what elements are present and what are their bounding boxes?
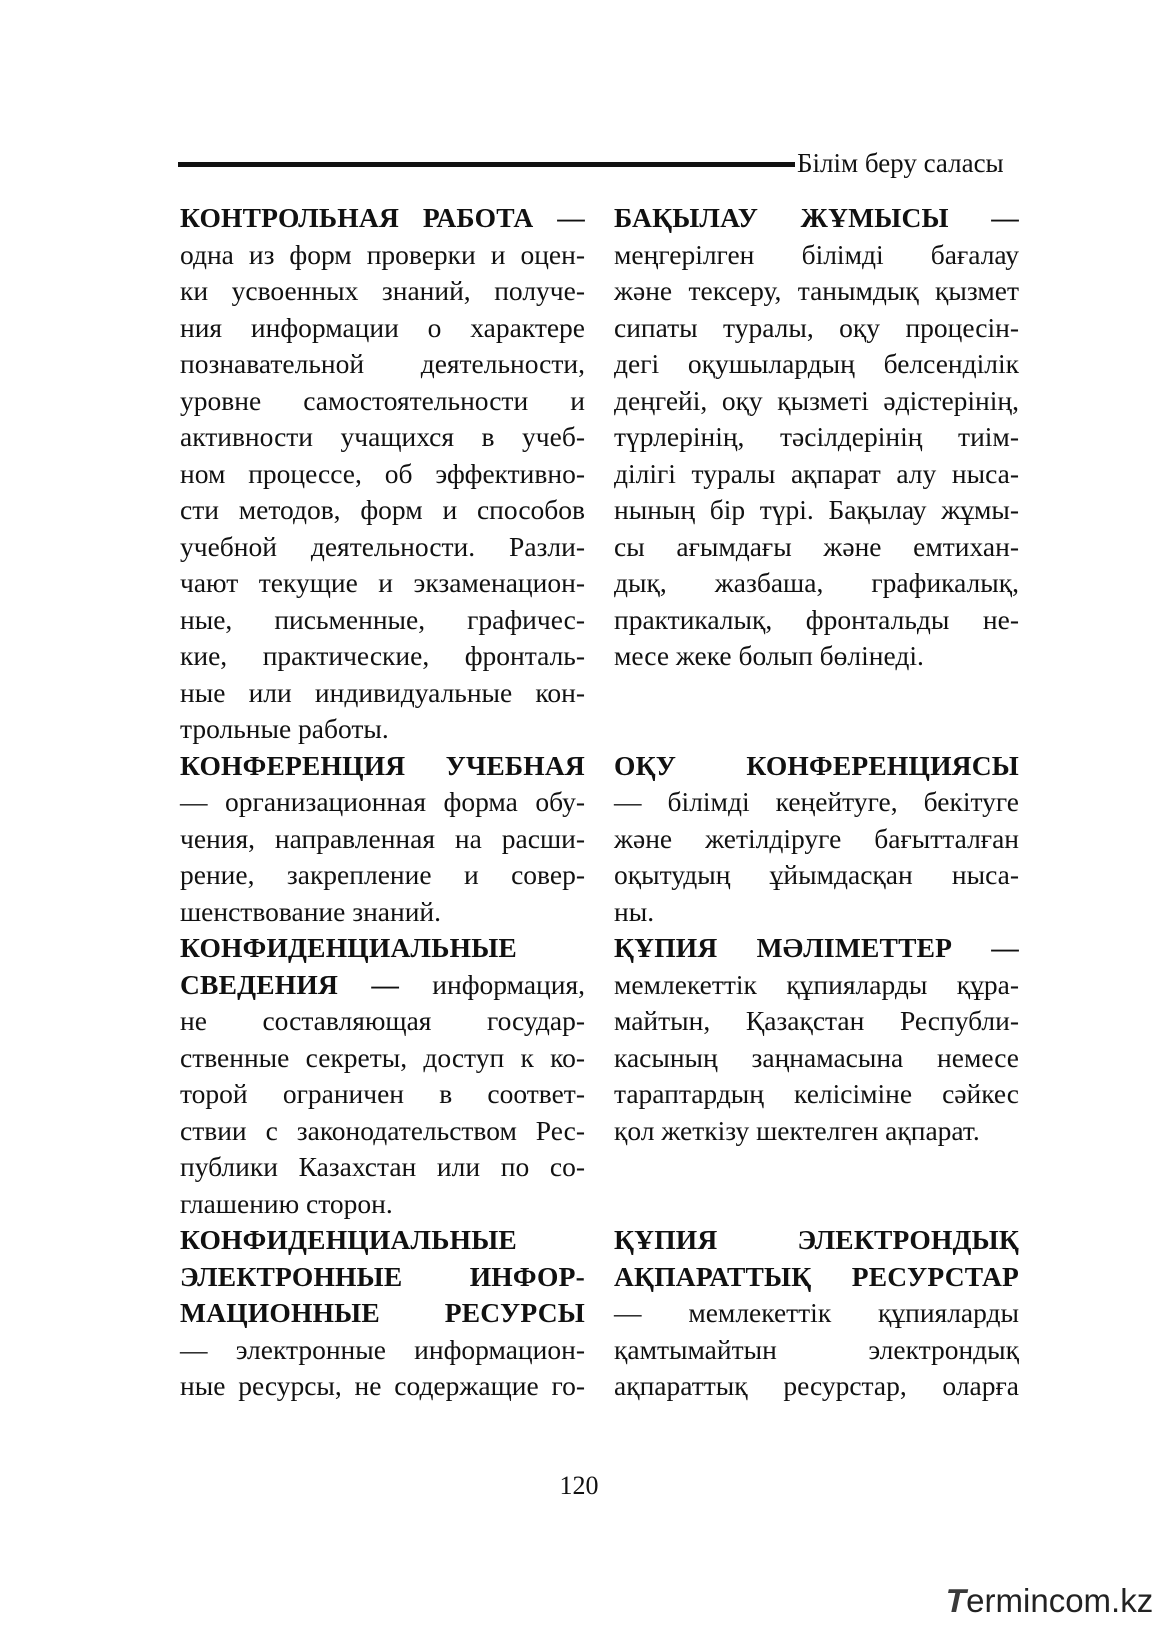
entry-bakylau-zhumysy bbox=[614, 200, 1019, 675]
entry-term: БАҚЫЛАУ ЖҰМЫСЫ — bbox=[614, 202, 1019, 233]
entry-konferentsiya-uchebnaya bbox=[180, 748, 585, 931]
entry-line: майтын, Қазақстан Республи- bbox=[614, 1005, 1019, 1036]
spacer bbox=[614, 675, 1019, 712]
entry-line: ные, письменные, графичес- bbox=[180, 603, 585, 635]
entry-line: тараптардың келісіміне сәйкес bbox=[614, 1078, 1019, 1109]
entry-term: ҚҰПИЯ ЭЛЕКТРОНДЫҚ bbox=[614, 1224, 1019, 1255]
entry-term: КОНФЕРЕНЦИЯ УЧЕБНАЯ bbox=[180, 749, 585, 781]
entry-line: чения, направленная на расши- bbox=[180, 822, 585, 854]
entry-line: практикалық, фронтальды не- bbox=[614, 603, 1019, 635]
entry-konfidentsialnye-svedeniya bbox=[180, 930, 585, 1222]
entry-line: кие, практические, фронталь- bbox=[180, 640, 585, 671]
page-number: 120 bbox=[559, 1471, 599, 1500]
entry-line: түрлерінің, тәсілдерінің тиім- bbox=[614, 421, 1019, 452]
entry-term: КОНТРОЛЬНАЯ РАБОТА — bbox=[180, 202, 585, 233]
entry-term: ЭЛЕКТРОННЫЕ ИНФОР- bbox=[180, 1260, 585, 1292]
watermark-logo bbox=[942, 1578, 1154, 1624]
entry-line: деңгейі, оқу қызметі әдістерінің, bbox=[614, 384, 1019, 416]
entry-kupiya-malimetter bbox=[614, 930, 1019, 1149]
entry-line: меңгерілген білімді бағалау bbox=[614, 238, 1019, 270]
entry-line: ния информации о характере bbox=[180, 311, 585, 343]
entry-kontrolnaya-rabota bbox=[180, 200, 585, 748]
entry-line: ные ресурсы, не содержащие го- bbox=[180, 1370, 585, 1401]
entry-line: дегі оқушылардың белсенділік bbox=[614, 348, 1019, 379]
entry-line: ные или индивидуальные кон- bbox=[180, 676, 585, 708]
entry-term: ОҚУ КОНФЕРЕНЦИЯСЫ bbox=[614, 749, 1019, 781]
entry-line: сти методов, форм и способов bbox=[180, 494, 585, 525]
entry-term: АҚПАРАТТЫҚ РЕСУРСТАР bbox=[614, 1260, 1019, 1292]
entry-line: трольные работы. bbox=[180, 713, 389, 744]
entry-line: публики Казахстан или по со- bbox=[180, 1151, 585, 1182]
right-column bbox=[614, 200, 1019, 1405]
entry-line: ны. bbox=[614, 895, 655, 927]
entry-line: глашению сторон. bbox=[180, 1187, 393, 1219]
entry-term: МАЦИОННЫЕ РЕСУРСЫ bbox=[180, 1297, 585, 1328]
spacer bbox=[614, 1186, 1019, 1223]
entry-line: және жетілдіруге бағытталған bbox=[614, 822, 1019, 854]
entry-term: КОНФИДЕНЦИАЛЬНЫЕ bbox=[180, 932, 517, 963]
running-header: Білім беру саласы bbox=[797, 148, 1004, 178]
entry-oku-konferentsiyasy bbox=[614, 748, 1019, 931]
entry-term-line: СВЕДЕНИЯ — информация, bbox=[180, 968, 586, 1000]
entry-line: және тексеру, танымдық қызмет bbox=[614, 275, 1019, 306]
entry-line: активности учащихся в учеб- bbox=[180, 421, 585, 452]
entry-line: уровне самостоятельности и bbox=[180, 384, 585, 416]
header-rule bbox=[178, 162, 795, 167]
entry-line: мемлекеттік құпияларды құра- bbox=[614, 968, 1019, 1000]
entry-line: ки усвоенных знаний, получе- bbox=[180, 275, 585, 306]
entry-line: — электронные информацион- bbox=[180, 1333, 585, 1365]
spacer bbox=[614, 1149, 1019, 1186]
entry-line: рение, закрепление и совер- bbox=[180, 859, 585, 890]
entry-term: КОНФИДЕНЦИАЛЬНЫЕ bbox=[180, 1224, 517, 1255]
entry-line: ділігі туралы ақпарат алу ныса- bbox=[614, 457, 1019, 489]
entry-line: сипаты туралы, оқу процесін- bbox=[614, 311, 1019, 343]
entry-line: ственные секреты, доступ к ко- bbox=[180, 1041, 585, 1073]
entry-line: ствии с законодательством Рес- bbox=[180, 1114, 585, 1146]
entry-line: қамтымайтын электрондық bbox=[614, 1333, 1019, 1365]
entry-line: торой ограничен в соответ- bbox=[180, 1078, 585, 1109]
entry-line: одна из форм проверки и оцен- bbox=[180, 238, 585, 270]
entry-line: шенствование знаний. bbox=[180, 895, 442, 927]
entry-line: нының бір түрі. Бақылау жұмы- bbox=[614, 494, 1019, 525]
entry-kupiya-resurstar bbox=[614, 1222, 1019, 1405]
entry-line: сы ағымдағы және емтихан- bbox=[614, 530, 1019, 562]
entry-line: ном процессе, об эффективно- bbox=[180, 457, 585, 489]
entry-line: ақпараттық ресурстар, оларға bbox=[614, 1370, 1019, 1401]
logo-text: ermincom.kz bbox=[966, 1582, 1154, 1619]
entry-line: касының заңнамасына немесе bbox=[614, 1041, 1019, 1073]
entry-line: познавательной деятельности, bbox=[180, 348, 585, 379]
entry-line: учебной деятельности. Разли- bbox=[180, 530, 585, 562]
left-column bbox=[180, 200, 585, 1405]
entry-line: чают текущие и экзаменацион- bbox=[180, 567, 585, 598]
entry-line: не составляющая государ- bbox=[180, 1005, 585, 1036]
entry-konfidentsialnye-resursy bbox=[180, 1222, 585, 1405]
entry-line: оқытудың ұйымдасқан ныса- bbox=[614, 859, 1019, 890]
entry-line: қол жеткізу шектелген ақпарат. bbox=[614, 1114, 980, 1146]
entry-line: — мемлекеттік құпияларды bbox=[614, 1297, 1019, 1328]
logo-letter: T bbox=[942, 1582, 971, 1619]
entry-line: месе жеке болып бөлінеді. bbox=[614, 640, 924, 671]
entry-line: дық, жазбаша, графикалық, bbox=[614, 567, 1019, 598]
entry-line: — организационная форма обу- bbox=[180, 786, 585, 817]
entry-term: ҚҰПИЯ МӘЛІМЕТТЕР — bbox=[614, 932, 1019, 963]
spacer bbox=[614, 711, 1019, 748]
entry-line: — білімді кеңейтуге, бекітуге bbox=[614, 786, 1019, 817]
